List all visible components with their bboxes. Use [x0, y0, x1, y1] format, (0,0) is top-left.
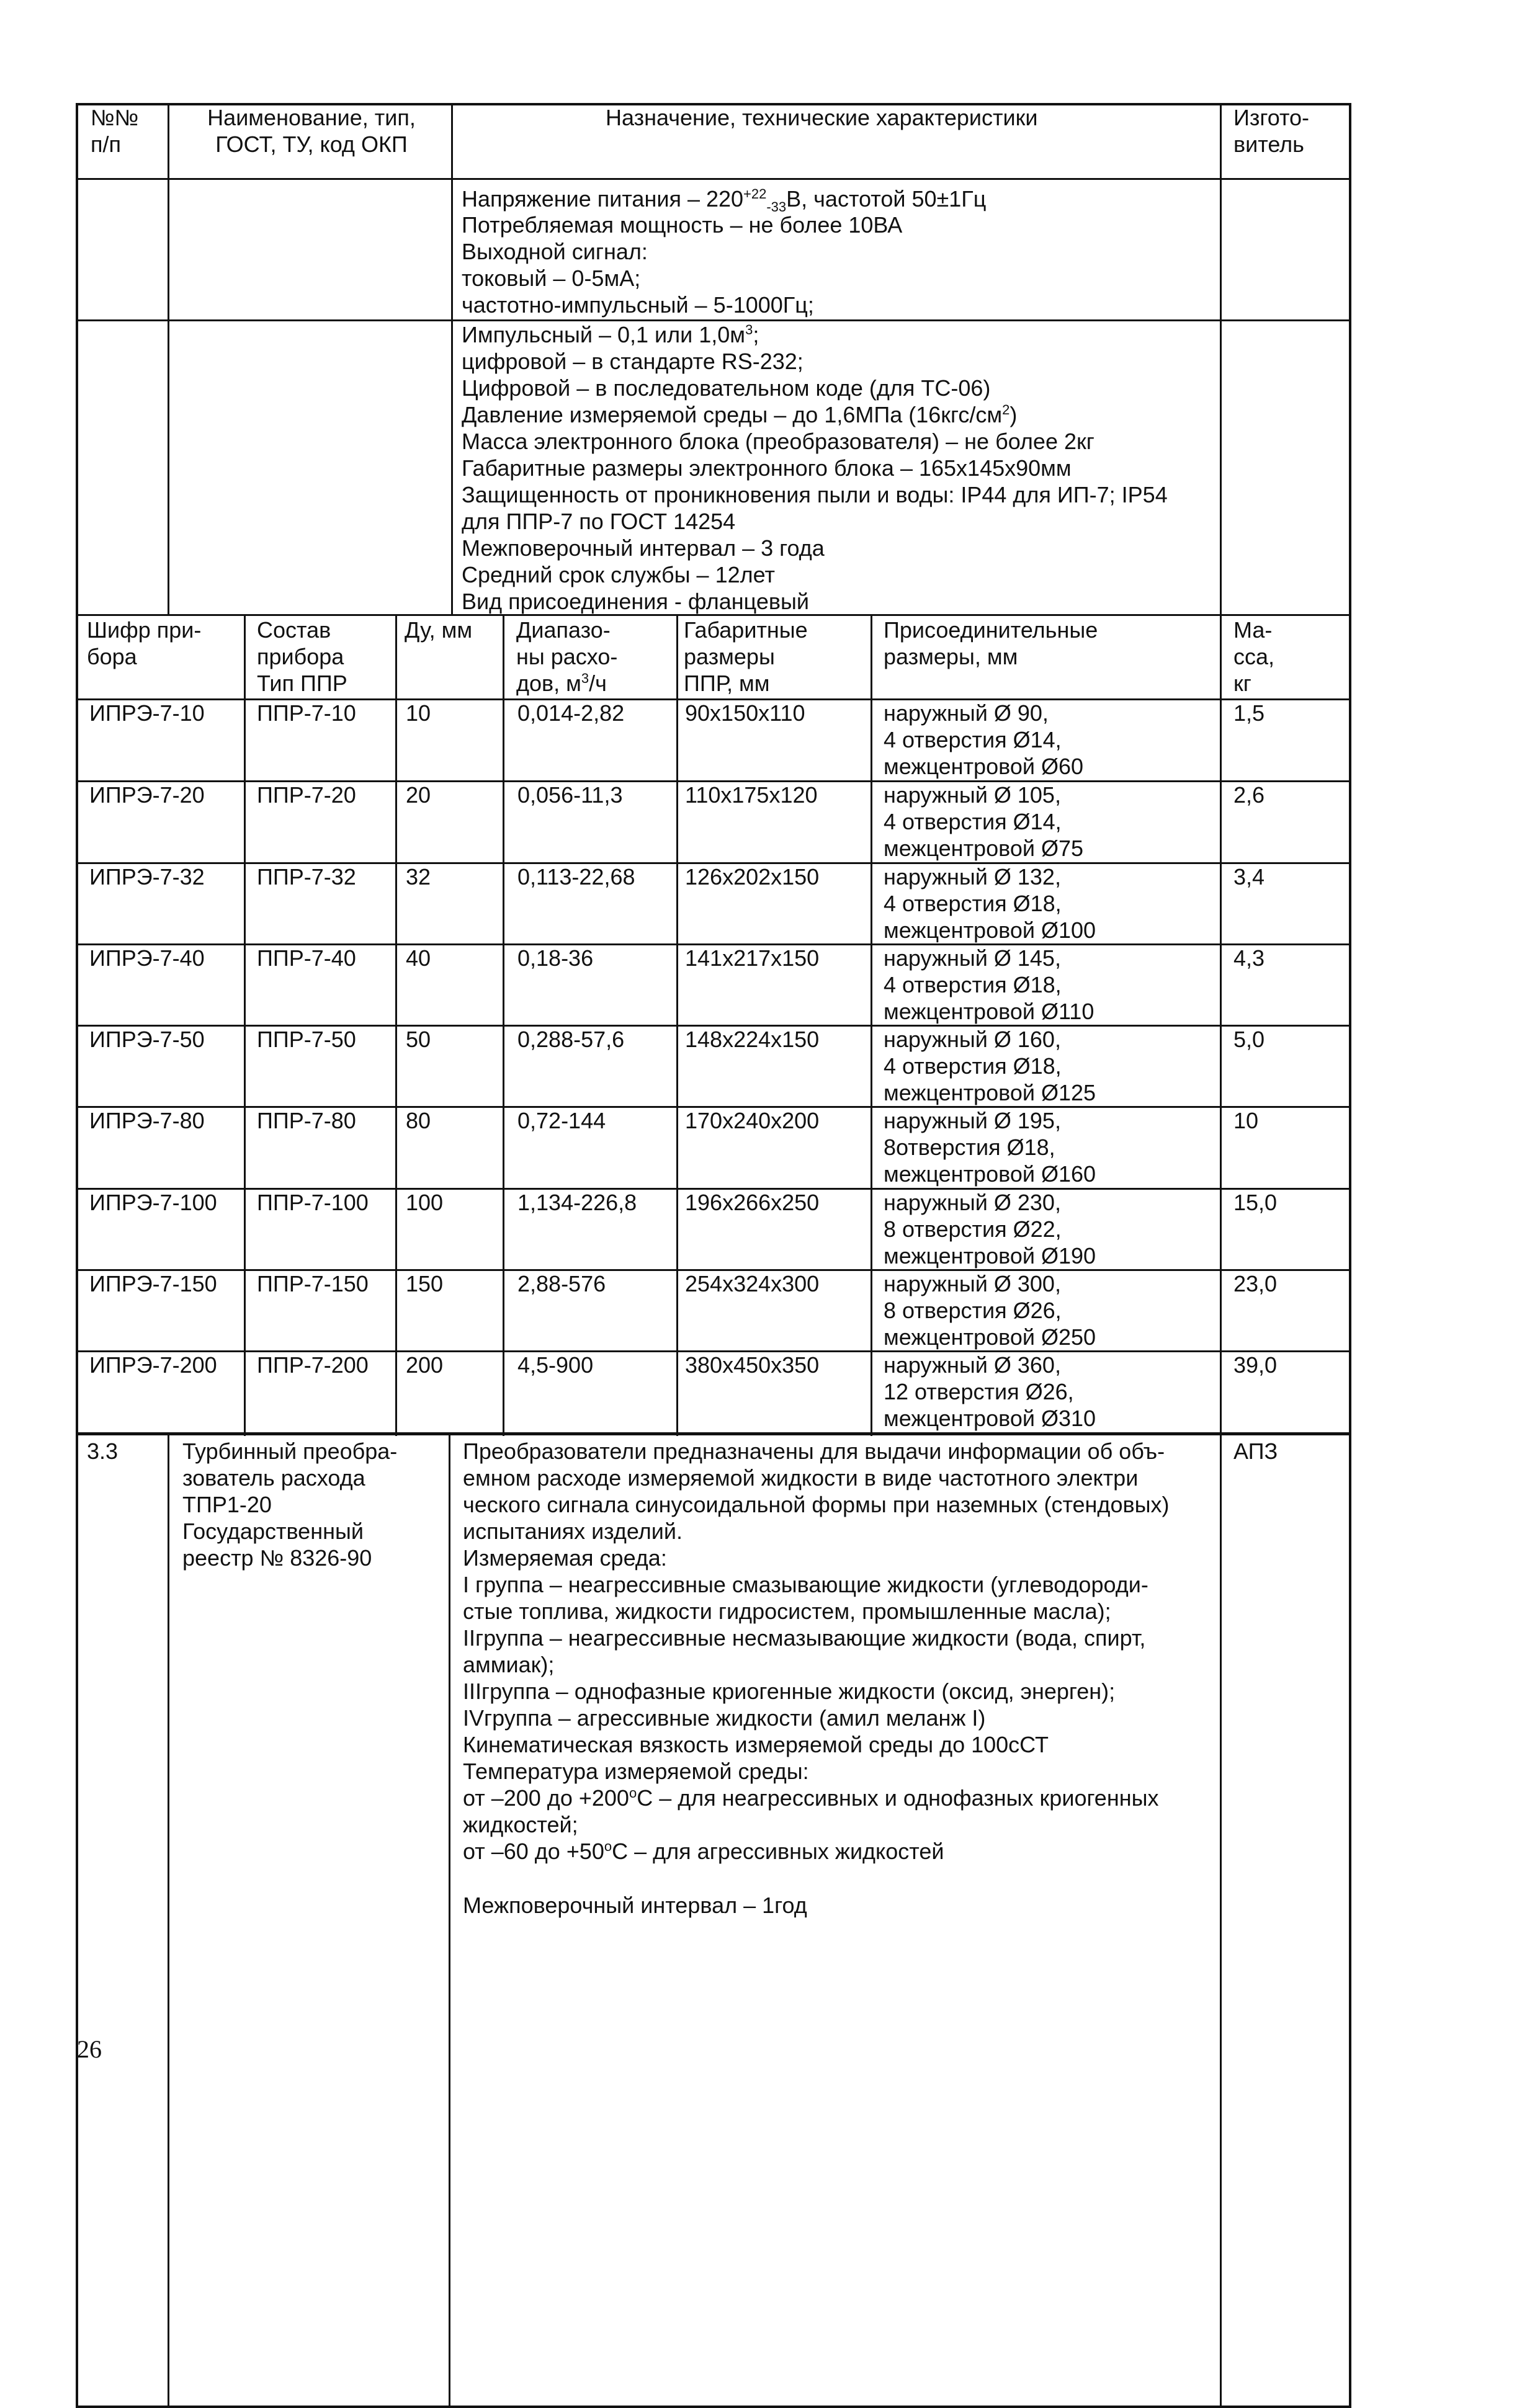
desc-line: емном расходе измеряемой жидкости в виде частотного электри — [463, 1465, 1139, 1491]
row-du: 150 — [406, 1271, 444, 1296]
subheader-conn: Присоединительные размеры, мм — [884, 617, 1098, 669]
row-dims: 141x217x150 — [685, 945, 820, 971]
row-code: ИПРЭ-7-20 — [89, 782, 205, 808]
spec-line: частотно-импульсный – 5-1000Гц; — [462, 292, 814, 318]
temp-line: от –60 до $+50^oС$ – для агрессивных жидкостей — [463, 1839, 944, 1864]
spec-line: Потребляемая мощность – не более 10ВА — [462, 212, 903, 238]
desc-line: испытаниях изделий. — [463, 1518, 683, 1544]
row-conn: наружный Ø 90, 4 отверстия Ø14, межцентровой Ø60 — [884, 700, 1083, 779]
spec-line: Масса электронного блока (преобразователя) – не более 2кг — [462, 429, 1094, 454]
row-du: 50 — [406, 1027, 431, 1052]
row-du: 20 — [406, 782, 431, 808]
row-range: 2,88-576 — [517, 1271, 606, 1296]
desc-line: IVгруппа – агрессивные жидкости (амил меланж I) — [463, 1705, 986, 1731]
subheader-dims: Габаритные размеры ППР, мм — [684, 617, 808, 696]
spec-line: Защищенность от проникновения пыли и воды: IP44 для ИП-7; IP54 — [462, 482, 1168, 507]
desc-line: жидкостей; — [463, 1812, 578, 1837]
row-dims: 380x450x350 — [685, 1352, 820, 1378]
desc-line: Кинематическая вязкость измеряемой среды до 100сСТ — [463, 1732, 1049, 1757]
row-mass: 4,3 — [1233, 945, 1265, 971]
spec-line: Вид присоединения - фланцевый — [462, 589, 809, 614]
spec-line: Выходной сигнал: — [462, 239, 648, 264]
impulse-line: Импульсный – 0,1 или $1,0м^3$; — [462, 322, 759, 347]
header-purpose: Назначение, технические характеристики — [606, 105, 1038, 130]
row-code: ИПРЭ-7-10 — [89, 700, 205, 726]
row-ppr: ППР-7-100 — [257, 1190, 369, 1215]
row-mass: 10 — [1233, 1108, 1259, 1133]
row-ppr: ППР-7-50 — [257, 1027, 356, 1052]
item-name: Турбинный преобра- зователь расхода ТПР1-20 Государственный реестр № 8326-90 — [182, 1438, 398, 1571]
row-dims: 110x175x120 — [685, 782, 818, 808]
row-range: 4,5-900 — [517, 1352, 594, 1378]
spec-line: Габаритные размеры электронного блока – 165х145х90мм — [462, 455, 1072, 481]
row-dims: 170x240x200 — [685, 1108, 820, 1133]
row-dims: 196x266x250 — [685, 1190, 820, 1215]
spec-line: Средний срок службы – 12лет — [462, 562, 775, 587]
power-line: Напряжение питания – $220^{+22}_{-33}В$, частотой 50±1Гц — [462, 186, 987, 215]
row-range: 0,288-57,6 — [517, 1027, 625, 1052]
header-name: Наименование, тип, ГОСТ, ТУ, код ОКП — [207, 105, 416, 157]
row-range: 0,72-144 — [517, 1108, 606, 1133]
row-range: 0,056-11,3 — [517, 782, 623, 808]
row-range: 0,014-2,82 — [517, 700, 625, 726]
row-code: ИПРЭ-7-100 — [89, 1190, 217, 1215]
row-du: 40 — [406, 945, 431, 971]
row-dims: 126x202x150 — [685, 864, 820, 890]
subheader-composition: Состав прибора Тип ППР — [257, 617, 347, 696]
desc-line: Измеряемая среда: — [463, 1545, 667, 1571]
desc-line: Температура измеряемой среды: — [463, 1759, 809, 1784]
row-du: 100 — [406, 1190, 444, 1215]
row-dims: 90x150x110 — [685, 700, 805, 726]
temp-line: от –200 до $+200^oС$ – для неагрессивных и однофазных криогенных — [463, 1785, 1159, 1811]
desc-line: стые топлива, жидкости гидросистем, промышленные масла); — [463, 1599, 1111, 1624]
row-mass: 5,0 — [1233, 1027, 1265, 1052]
row-ppr: ППР-7-20 — [257, 782, 356, 808]
desc-line: аммиак); — [463, 1652, 555, 1677]
subheader-code: Шифр при- бора — [87, 617, 202, 669]
row-mass: 39,0 — [1233, 1352, 1278, 1378]
subheader-du: Ду, мм — [405, 617, 473, 643]
row-conn: наружный Ø 132, 4 отверстия Ø18, межцентровой Ø100 — [884, 864, 1096, 943]
spec-line: Цифровой – в последовательном коде (для ТС-06) — [462, 375, 991, 401]
row-ppr: ППР-7-200 — [257, 1352, 369, 1378]
item-maker: АПЗ — [1233, 1438, 1278, 1464]
row-conn: наружный Ø 105, 4 отверстия Ø14, межцентровой Ø75 — [884, 782, 1083, 861]
subheader-range: Диапазо- ны расхо- дов, $м^3/ч$ — [516, 617, 618, 696]
header-maker: Изгото- витель — [1233, 105, 1310, 157]
row-code: ИПРЭ-7-32 — [89, 864, 205, 890]
row-code: ИПРЭ-7-50 — [89, 1027, 205, 1052]
item-number: 3.3 — [87, 1438, 119, 1464]
row-range: 0,113-22,68 — [517, 864, 635, 890]
spec-line: цифровой – в стандарте RS-232; — [462, 349, 804, 374]
row-du: 10 — [406, 700, 431, 726]
desc-line: I группа – неагрессивные смазывающие жидкости (углеводороди- — [463, 1572, 1148, 1597]
desc-line: IIIгруппа – однофазные криогенные жидкости (оксид, энерген); — [463, 1679, 1116, 1704]
header-num: №№ п/п — [91, 105, 139, 157]
row-mass: 3,4 — [1233, 864, 1265, 890]
row-mass: 2,6 — [1233, 782, 1265, 808]
row-range: 1,134-226,8 — [517, 1190, 637, 1215]
desc-line: Преобразователи предназначены для выдачи информации об объ- — [463, 1438, 1165, 1464]
spec-line: токовый – 0-5мА; — [462, 265, 641, 291]
row-range: 0,18-36 — [517, 945, 594, 971]
row-conn: наружный Ø 360, 12 отверстия Ø26, межцентровой Ø310 — [884, 1352, 1096, 1431]
row-du: 80 — [406, 1108, 431, 1133]
spec-line: для ППР-7 по ГОСТ 14254 — [462, 509, 736, 534]
row-ppr: ППР-7-80 — [257, 1108, 356, 1133]
row-conn: наружный Ø 145, 4 отверстия Ø18, межцентровой Ø110 — [884, 945, 1094, 1024]
row-dims: 254x324x300 — [685, 1271, 820, 1296]
row-ppr: ППР-7-10 — [257, 700, 356, 726]
row-code: ИПРЭ-7-200 — [89, 1352, 217, 1378]
row-ppr: ППР-7-32 — [257, 864, 356, 890]
spec-line: Межповерочный интервал – 3 года — [462, 535, 825, 561]
desc-line: IIгруппа – неагрессивные несмазывающие жидкости (вода, спирт, — [463, 1625, 1146, 1651]
row-du: 200 — [406, 1352, 444, 1378]
row-du: 32 — [406, 864, 431, 890]
row-code: ИПРЭ-7-150 — [89, 1271, 217, 1296]
row-mass: 1,5 — [1233, 700, 1265, 726]
pressure-line: Давление измеряемой среды – до 1,6МПа $(16кгс/см^2)$ — [462, 402, 1018, 427]
page-number: 26 — [77, 2035, 102, 2063]
row-mass: 23,0 — [1233, 1271, 1278, 1296]
subheader-mass: Ма- сса, кг — [1233, 617, 1275, 696]
row-ppr: ППР-7-40 — [257, 945, 356, 971]
interval-line: Межповерочный интервал – 1год — [463, 1893, 807, 1918]
desc-line: ческого сигнала синусоидальной формы при наземных (стендовых) — [463, 1492, 1170, 1517]
row-dims: 148x224x150 — [685, 1027, 820, 1052]
row-ppr: ППР-7-150 — [257, 1271, 369, 1296]
row-conn: наружный Ø 300, 8 отверстия Ø26, межцентровой Ø250 — [884, 1271, 1096, 1350]
row-mass: 15,0 — [1233, 1190, 1278, 1215]
row-code: ИПРЭ-7-40 — [89, 945, 205, 971]
row-code: ИПРЭ-7-80 — [89, 1108, 205, 1133]
row-conn: наружный Ø 160, 4 отверстия Ø18, межцентровой Ø125 — [884, 1027, 1096, 1105]
row-conn: наружный Ø 195, 8отверстия Ø18, межцентровой Ø160 — [884, 1108, 1096, 1187]
row-conn: наружный Ø 230, 8 отверстия Ø22, межцентровой Ø190 — [884, 1190, 1096, 1269]
